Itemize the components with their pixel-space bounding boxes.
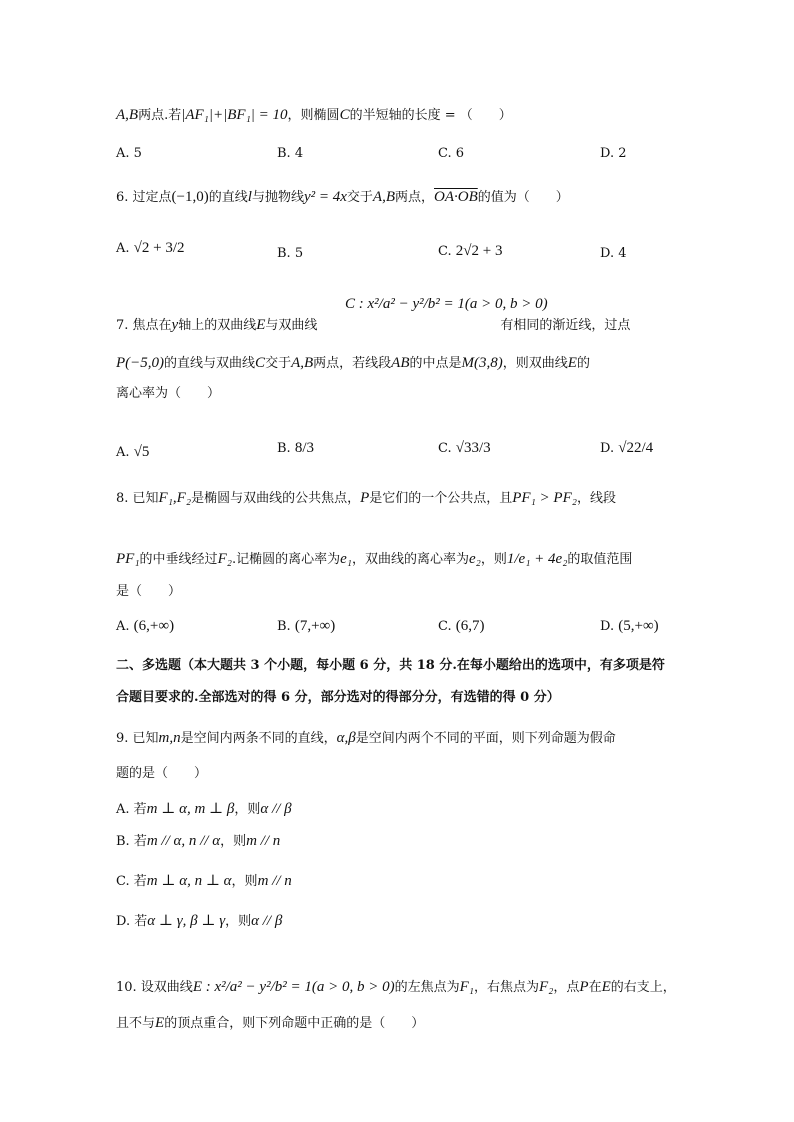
q8-option-c: C. (6,7) [438, 618, 485, 634]
q7-option-b: B. 8/3 [277, 440, 314, 456]
q6-stem: 6. 过定点(−1,0)的直线l与抛物线y² = 4x交于A,B两点，OA·OB的值为（ ） [116, 189, 569, 205]
q7-hyperbola-equation: C : x²/a² − y²/b² = 1(a > 0, b > 0) [345, 296, 548, 312]
q5-points: A,B [116, 107, 139, 123]
q7-stem-line3: 离心率为（ ） [116, 386, 221, 401]
q6-option-a: A. √2 + 3/2 [116, 240, 185, 256]
q9-stem-line2: 题的是（ ） [116, 766, 208, 781]
q7-option-c: C. √33/3 [438, 440, 491, 456]
q6-parabola: y² = 4x [303, 189, 347, 205]
q8-stem-line2: PF₁的中垂线经过F₂.记椭圆的离心率为e₁，双曲线的离心率为e₂，则1/e₁ + 4e₂的取值范围 [116, 551, 633, 567]
q6-dot-product: OA·OB [434, 189, 478, 205]
q7-option-a: A. √5 [116, 444, 150, 460]
q9-stem-line1: 9. 已知m,n是空间内两条不同的直线，α,β是空间内两个不同的平面，则下列命题为假命 [116, 730, 616, 746]
q6-option-b: B. 5 [277, 246, 304, 261]
q8-option-a: A. (6,+∞) [116, 618, 175, 634]
q10-stem-line1: 10. 设双曲线E : x²/a² − y²/b² = 1(a > 0, b > 0)的左焦点为F₁，右焦点为F₂，点P在E的右支上， [116, 979, 676, 995]
q5-continuation: A,B两点.若|AF₁|+|BF₁| = 10，则椭圆C的半短轴的长度 = （ ） [116, 107, 512, 123]
q8-expression: 1/e₁ + 4e₂ [506, 551, 568, 567]
q5-condition: |AF₁|+|BF₁| = 10 [181, 107, 288, 123]
q7-stem-line1: 7. 焦点在y轴上的双曲线E与双曲线 有相同的渐近线，过点 [116, 317, 631, 333]
section-2-heading: 二、多选题（本大题共 3 个小题，每小题 6 分，共 18 分.在每小题给出的选项中，有多项是符 [116, 658, 665, 673]
q9-option-d: D. 若α ⊥ γ, β ⊥ γ，则α // β [116, 913, 283, 929]
q6-option-c: C. 2√2 + 3 [438, 243, 503, 259]
q7-option-d: D. √22/4 [600, 440, 654, 456]
q9-option-b: B. 若m // α, n // α，则m // n [116, 833, 281, 849]
q9-option-a: A. 若m ⊥ α, m ⊥ β，则α // β [116, 801, 292, 817]
q10-stem-line2: 且不与E的顶点重合，则下列命题中正确的是（ ） [116, 1015, 425, 1031]
q5-option-a: A. 5 [116, 146, 142, 161]
q5-option-d: D. 2 [600, 146, 627, 161]
q5-option-b: B. 4 [277, 146, 304, 161]
q8-option-b: B. (7,+∞) [277, 618, 336, 634]
q9-option-c: C. 若m ⊥ α, n ⊥ α，则m // n [116, 873, 292, 889]
q10-hyperbola-equation: E : x²/a² − y²/b² = 1(a > 0, b > 0) [192, 979, 395, 995]
q7-stem-line2: P(−5,0)的直线与双曲线C交于A,B两点，若线段AB的中点是M(3,8)，则双曲线E的 [116, 355, 590, 371]
q6-option-d: D. 4 [600, 246, 627, 261]
section-2-heading-cont: 合题目要求的.全部选对的得 6 分，部分选对的得部分分，有选错的得 0 分） [116, 690, 560, 705]
q8-stem-line3: 是（ ） [116, 584, 182, 599]
q5-option-c: C. 6 [438, 146, 465, 161]
q8-stem-line1: 8. 已知F₁,F₂是椭圆与双曲线的公共焦点，P是它们的一个公共点，且PF₁ > PF₂，线段 [116, 490, 616, 506]
q8-option-d: D. (5,+∞) [600, 618, 659, 634]
